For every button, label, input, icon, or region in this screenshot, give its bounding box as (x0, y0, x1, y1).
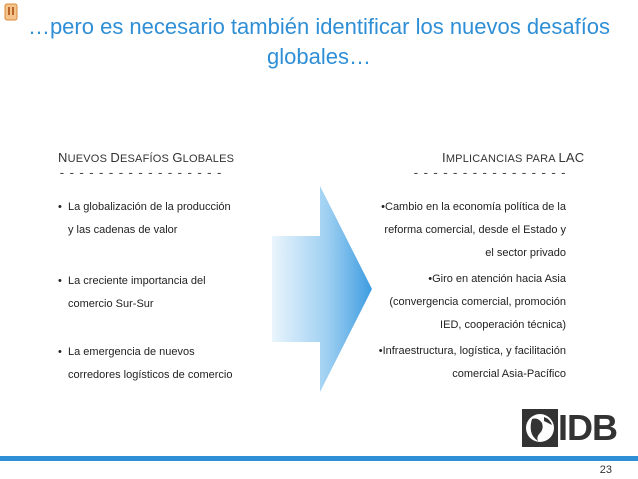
right-column-heading (442, 150, 584, 165)
left-divider: ----------------- (58, 166, 226, 181)
left-bullet-3: • La emergencia de nuevos corredores logísticos de comercio (58, 346, 233, 381)
left-bullet-2: • La creciente importancia del comercio Sur-Sur (58, 275, 206, 310)
bullet-text: Infraestructura, logística, y facilitación (382, 345, 566, 357)
bullet-text: Cambio en la economía política de la (385, 201, 566, 213)
slide-title-line-1: …pero es necesario también identificar los nuevos desafíos (27, 14, 611, 39)
slide-title-line-2: globales… (267, 44, 371, 69)
right-bullet-2: •Giro en atención hacia Asia (convergencia comercial, promoción IED, cooperación técnica) (389, 273, 566, 331)
right-divider: ---------------- (412, 166, 570, 181)
bullet-text: el sector privado (485, 247, 566, 259)
heading-text: UEVOS (67, 153, 111, 165)
bullet-text: corredores logísticos de comercio (68, 369, 233, 381)
left-column-heading (58, 150, 234, 165)
bullet-text: La creciente importancia del (68, 275, 206, 287)
right-bullet-1: •Cambio en la economía política de la reforma comercial, desde el Estado y el sector privado (381, 201, 566, 259)
bullet-text: Giro en atención hacia Asia (432, 273, 566, 285)
globe-icon (522, 409, 558, 447)
logo-text: IDB (558, 407, 617, 448)
bullet-text: reforma comercial, desde el Estado y (384, 224, 566, 236)
heading-letter: D (110, 150, 120, 165)
heading-text: ESAFÍOS (119, 153, 173, 165)
page-number: 23 (599, 464, 612, 476)
left-bullet-1: • La globalización de la producción y las cadenas de valor (58, 201, 231, 236)
bottom-bar (0, 456, 638, 461)
heading-letter: N (58, 150, 68, 165)
idb-logo (522, 407, 617, 449)
bullet-text: IED, cooperación técnica) (440, 319, 566, 331)
bullet-text: (convergencia comercial, promoción (389, 296, 566, 308)
slide-title (0, 12, 638, 72)
heading-letter: G (172, 150, 183, 165)
bullet-text: comercial Asia-Pacífico (452, 368, 566, 380)
bullet-text: comercio Sur-Sur (68, 298, 154, 310)
bullet-text: La globalización de la producción (68, 201, 231, 213)
heading-letter: I (442, 150, 446, 165)
right-bullet-3: •Infraestructura, logística, y facilitación comercial Asia-Pacífico (378, 345, 566, 380)
bullet-text: y las cadenas de valor (68, 224, 178, 236)
heading-text: MPLICANCIAS PARA (445, 153, 559, 165)
bullet-text: La emergencia de nuevos (68, 346, 195, 358)
heading-text: LOBALES (182, 153, 235, 165)
heading-text: LAC (558, 150, 585, 165)
arrow-right-icon (272, 186, 372, 392)
